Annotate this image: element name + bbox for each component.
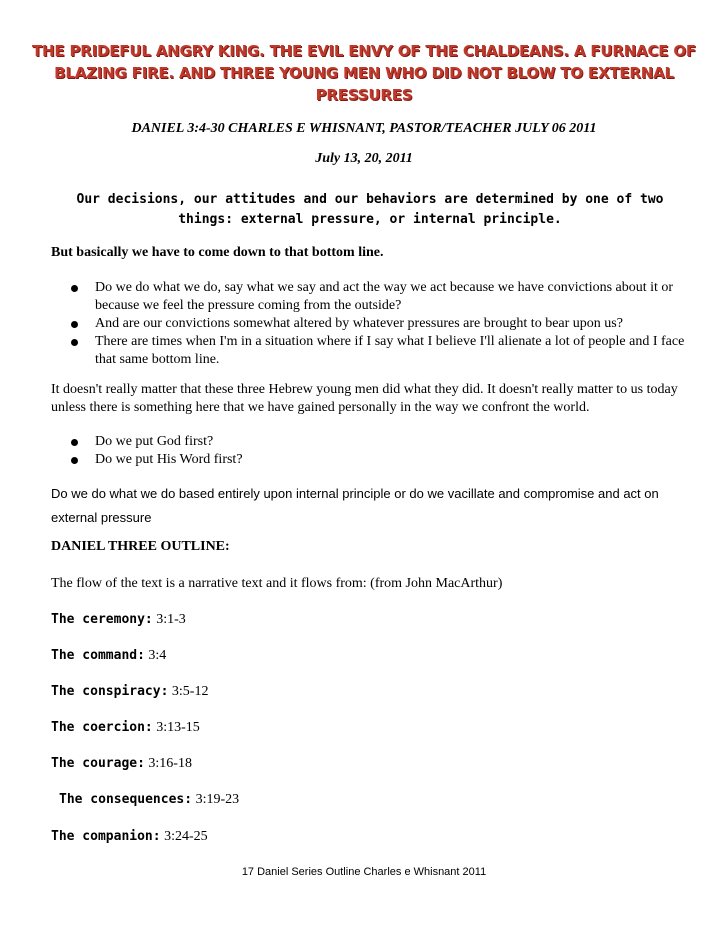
bullet-icon	[71, 457, 78, 464]
priorities-list	[51, 433, 351, 469]
outline-item-courage: The courage: 3:16-18	[51, 756, 192, 771]
page-footer: 17 Daniel Series Outline Charles e Whisnant 2011	[241, 866, 487, 878]
hebrew-men-paragraph: It doesn't really matter that these three Hebrew young men did what they did. It doesn't really matter to us today unless there is something here that we have gained personally in the way we confront the world.	[51, 382, 678, 415]
outline-item-coercion: The coercion: 3:13-15	[51, 720, 200, 735]
sermon-dates-line: July 13, 20, 2011	[315, 151, 413, 166]
bullet-icon	[71, 285, 78, 292]
list-item: Do we put God first?	[51, 433, 351, 451]
outline-item-conspiracy: The conspiracy: 3:5-12	[51, 684, 209, 699]
document-title: THE PRIDEFUL ANGRY KING. THE EVIL ENVY OF THE CHALDEANS. A FURNACE OF BLAZING FIRE. AND THREE YOUNG MEN WHO DID NOT BLOW TO EXTERNAL PRESSURES	[32, 42, 696, 104]
principle-paragraph: Do we do what we do based entirely upon internal principle or do we vacillate and compromise and act on external pressure	[51, 486, 659, 525]
flow-description: The flow of the text is a narrative text and it flows from: (from John MacArthur)	[51, 576, 503, 591]
bullet-icon	[71, 321, 78, 328]
bullet-icon	[71, 339, 78, 346]
bottom-line-paragraph: But basically we have to come down to that bottom line.	[51, 245, 384, 260]
intro-statement: Our decisions, our attitudes and our behaviors are determined by one of two things: external pressure, or internal principle.	[76, 192, 664, 227]
outline-heading: DANIEL THREE OUTLINE:	[51, 539, 230, 554]
outline-item-ceremony: The ceremony: 3:1-3	[51, 612, 186, 627]
outline-item-consequences: The consequences: 3:19-23	[59, 792, 240, 807]
sermon-reference-line: DANIEL 3:4-30 CHARLES E WHISNANT, PASTOR/TEACHER JULY 06 2011	[131, 121, 597, 136]
outline-item-command: The command: 3:4	[51, 648, 167, 663]
list-item: Do we do what we do, say what we say and act the way we act because we have convictions about it or because we feel the pressure coming from the outside?	[51, 279, 691, 315]
list-item: And are our convictions somewhat altered by whatever pressures are brought to bear upon us?	[51, 315, 691, 333]
bullet-icon	[71, 439, 78, 446]
outline-item-companion: The companion: 3:24-25	[51, 829, 208, 844]
list-item: There are times when I'm in a situation where if I say what I believe I'll alienate a lot of people and I face that same bottom line.	[51, 333, 691, 369]
list-item: Do we put His Word first?	[51, 451, 351, 469]
convictions-list	[51, 279, 691, 369]
